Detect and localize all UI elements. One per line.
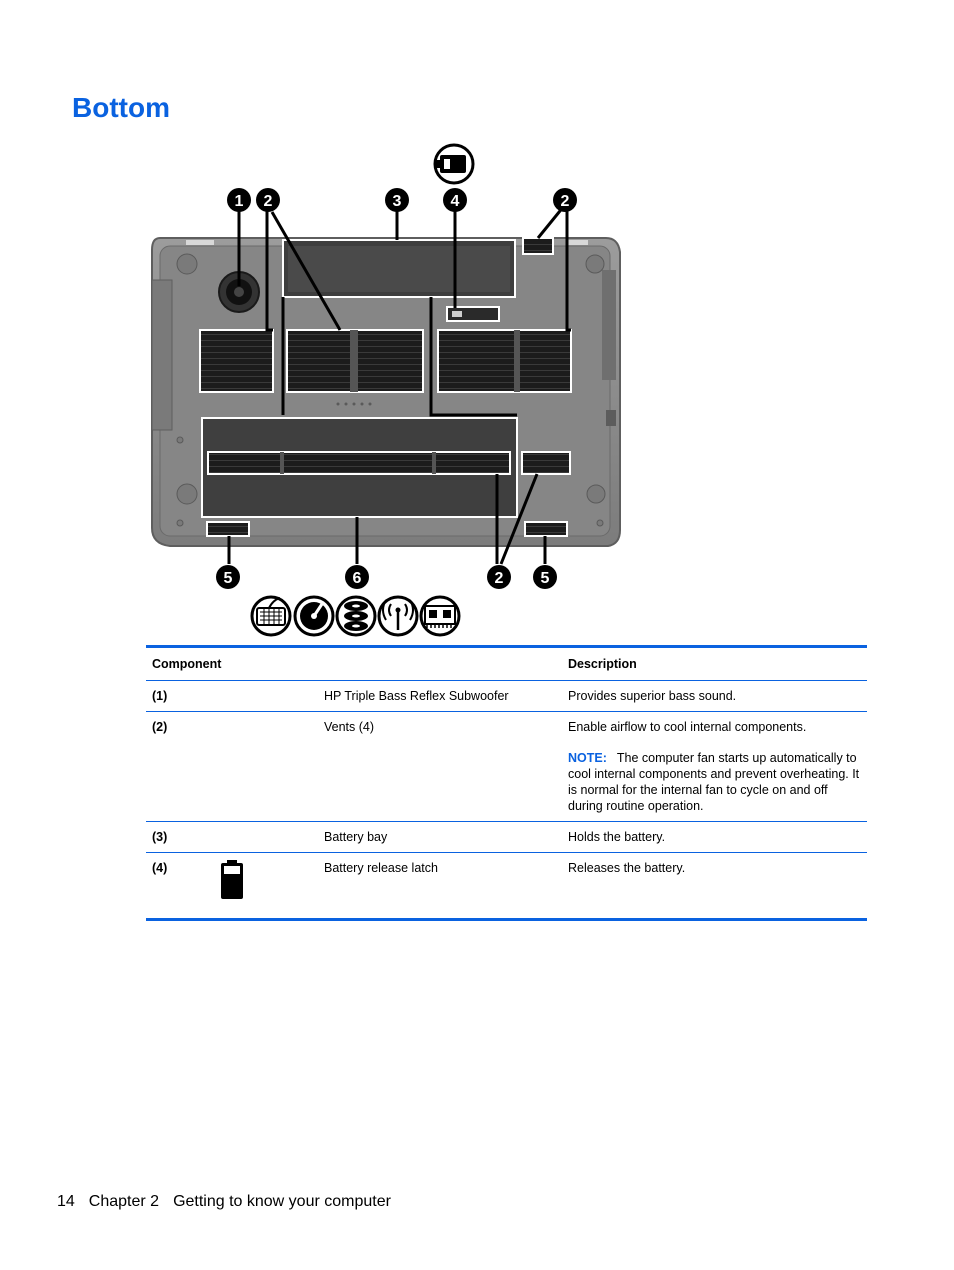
svg-text:2: 2 bbox=[494, 570, 504, 587]
component-description: Releases the battery. bbox=[568, 861, 686, 875]
table-header-row bbox=[146, 647, 867, 681]
component-number: (1) bbox=[152, 689, 168, 703]
chapter-title: Getting to know your computer bbox=[173, 1193, 391, 1210]
table-row bbox=[146, 822, 867, 853]
callout-1 bbox=[227, 188, 251, 212]
component-description: Holds the battery. bbox=[568, 830, 666, 844]
component-description-cell bbox=[562, 712, 867, 822]
battery-release-latch bbox=[447, 307, 499, 321]
callout-2 bbox=[553, 188, 577, 212]
svg-text:3: 3 bbox=[392, 193, 402, 210]
svg-text:2: 2 bbox=[263, 193, 273, 210]
battery-bay bbox=[283, 240, 515, 297]
laptop-bottom-illustration bbox=[140, 140, 640, 640]
vent bbox=[523, 238, 553, 254]
callout-6 bbox=[345, 565, 369, 589]
svg-text:2: 2 bbox=[560, 193, 570, 210]
note-text: The computer fan starts up automatically to cool internal components and prevent overheating. It is normal for the internal fan to cycle on and off during routine operation. bbox=[568, 751, 860, 813]
component-name: Vents (4) bbox=[324, 720, 375, 734]
component-icon-cell bbox=[214, 822, 318, 853]
svg-text:6: 6 bbox=[352, 570, 362, 587]
svg-text:5: 5 bbox=[540, 570, 550, 587]
wireless-icon bbox=[379, 597, 417, 635]
component-icon-cell bbox=[214, 712, 318, 822]
header-component: Component bbox=[152, 657, 222, 671]
memory-icon bbox=[421, 597, 459, 635]
callout-2 bbox=[487, 565, 511, 589]
note-label: NOTE: bbox=[568, 751, 607, 765]
chapter-label: Chapter 2 bbox=[88, 1193, 160, 1210]
callout-2 bbox=[256, 188, 280, 212]
svg-text:1: 1 bbox=[234, 193, 244, 210]
disc-stack-icon bbox=[337, 597, 375, 635]
page-footer bbox=[57, 1192, 405, 1212]
callout-4 bbox=[443, 188, 467, 212]
svg-text:4: 4 bbox=[450, 193, 460, 210]
vent-panel-center bbox=[287, 330, 423, 392]
battery-icon bbox=[220, 860, 244, 900]
service-door bbox=[202, 418, 570, 517]
table-row bbox=[146, 853, 867, 920]
component-description: Provides superior bass sound. bbox=[568, 689, 737, 703]
component-description: Enable airflow to cool internal components. bbox=[568, 720, 807, 734]
page-number: 14 bbox=[57, 1193, 75, 1210]
component-name: HP Triple Bass Reflex Subwoofer bbox=[324, 689, 509, 703]
page-title: Bottom bbox=[72, 92, 170, 123]
keyboard-icon bbox=[252, 597, 290, 635]
callout-5 bbox=[533, 565, 557, 589]
note bbox=[568, 750, 861, 814]
component-icon-cell bbox=[214, 681, 318, 712]
table-row bbox=[146, 712, 867, 822]
callout-3 bbox=[385, 188, 409, 212]
battery-icon bbox=[435, 145, 473, 183]
callout-5 bbox=[216, 565, 240, 589]
component-number: (3) bbox=[152, 830, 168, 844]
vent-panel-left bbox=[200, 330, 273, 392]
vent-panel-right bbox=[438, 330, 571, 392]
component-number: (4) bbox=[152, 861, 168, 875]
header-description: Description bbox=[568, 657, 637, 671]
component-icon-cell bbox=[214, 853, 318, 920]
component-name: Battery bay bbox=[324, 830, 388, 844]
component-number: (2) bbox=[152, 720, 168, 734]
components-table bbox=[146, 645, 867, 921]
component-name: Battery release latch bbox=[324, 861, 438, 875]
svg-text:5: 5 bbox=[223, 570, 233, 587]
table-row bbox=[146, 681, 867, 712]
hard-drive-icon bbox=[295, 597, 333, 635]
